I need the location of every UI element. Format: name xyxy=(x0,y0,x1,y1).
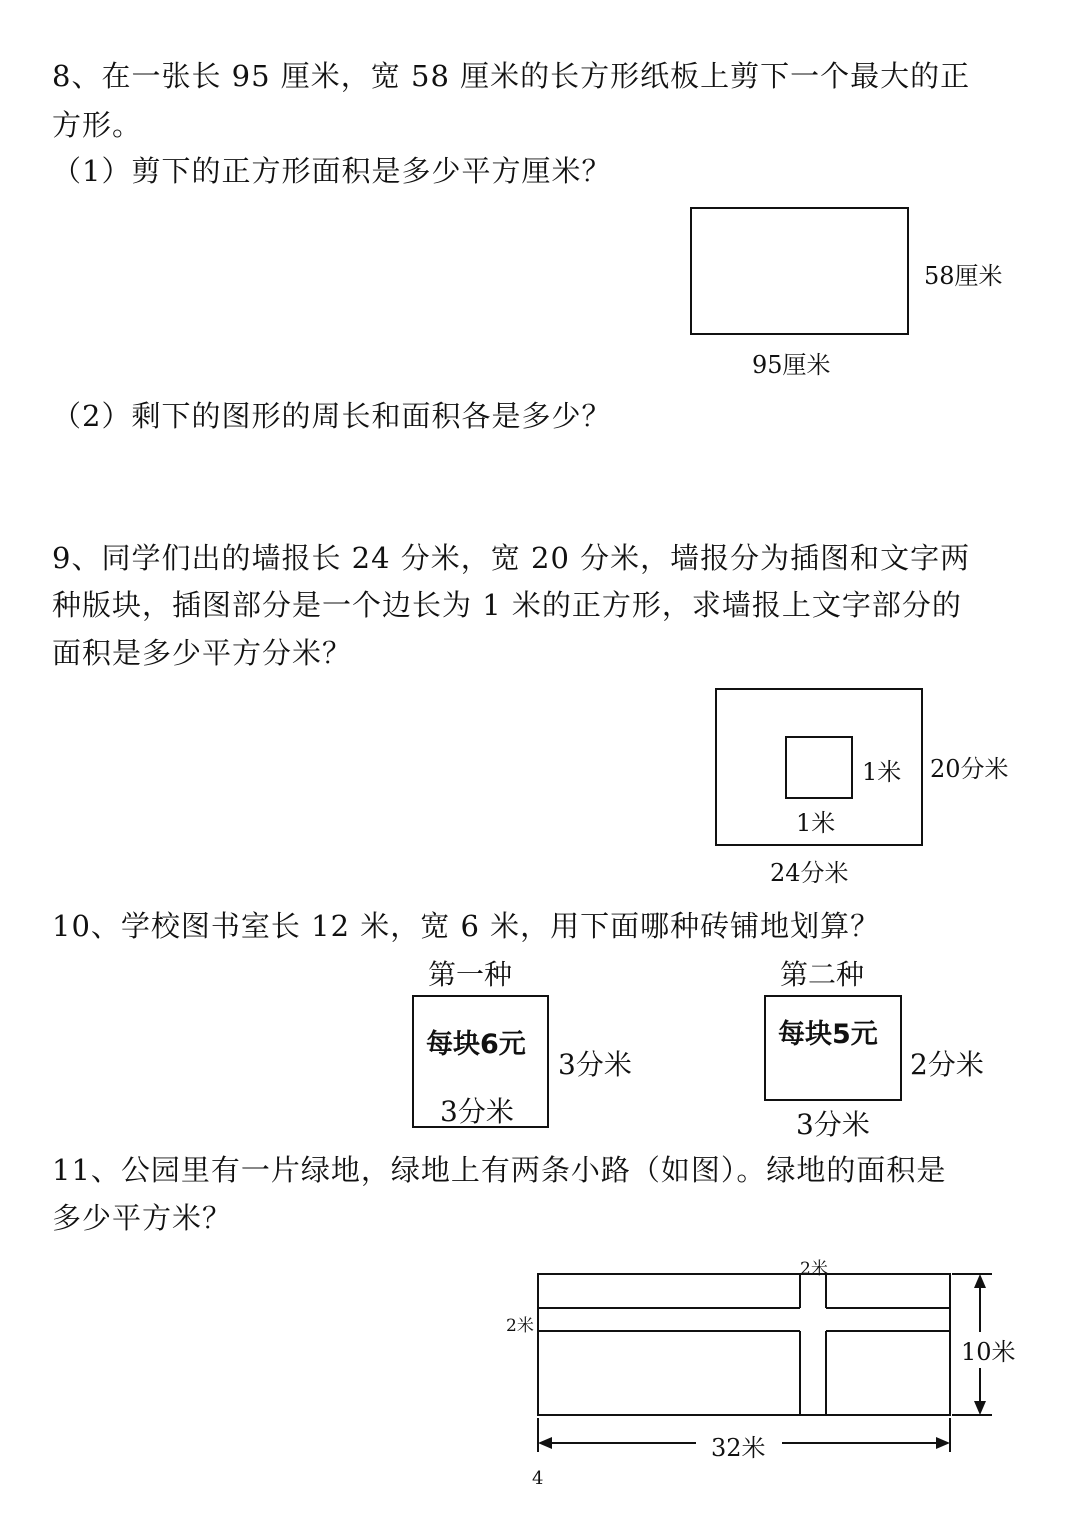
q11-text-line2: 多少平方米？ xyxy=(52,1201,233,1235)
tile2-title: 第二种 xyxy=(780,958,865,991)
q9-inner-side-label: 1米 xyxy=(862,758,902,786)
arrow-down-icon xyxy=(974,1401,986,1415)
q9-text-line1: 9、同学们出的墙报长 24 分米，宽 20 分米，墙报分为插图和文字两 xyxy=(52,541,971,575)
q9-length-label: 24分米 xyxy=(770,859,849,887)
q9-width-label: 20分米 xyxy=(930,755,1009,783)
q11-text-line1: 11、公园里有一片绿地，绿地上有两条小路（如图）。绿地的面积是 xyxy=(52,1153,947,1187)
tile2-side-label: 2分米 xyxy=(910,1048,984,1081)
q8-text-line2: 方形。 xyxy=(52,108,143,142)
q10-text: 10、学校图书室长 12 米，宽 6 米，用下面哪种砖铺地划算？ xyxy=(52,909,881,943)
park-outline xyxy=(538,1274,950,1415)
q9-picture-square xyxy=(785,736,853,799)
tile2-bottom-label: 3分米 xyxy=(796,1108,870,1141)
tile1-bottom-label: 3分米 xyxy=(440,1095,514,1128)
arrow-right-icon xyxy=(936,1437,950,1449)
q11-path-left-label: 2米 xyxy=(506,1316,534,1336)
q11-path-top-label: 2米 xyxy=(800,1259,828,1279)
arrow-up-icon xyxy=(974,1274,986,1288)
q8-rectangle xyxy=(690,207,909,335)
q8-part2: （2）剩下的图形的周长和面积各是多少？ xyxy=(52,399,612,433)
q8-text-line1: 8、在一张长 95 厘米，宽 58 厘米的长方形纸板上剪下一个最大的正 xyxy=(52,59,971,93)
tile2-price: 每块5元 xyxy=(778,1019,878,1050)
tile1-side-label: 3分米 xyxy=(558,1048,632,1081)
q9-text-line3: 面积是多少平方分米？ xyxy=(52,636,353,670)
q9-inner-bottom-label: 1米 xyxy=(796,809,836,837)
q8-part1: （1）剪下的正方形面积是多少平方厘米？ xyxy=(52,154,612,188)
q11-length-label: 32米 xyxy=(711,1434,766,1462)
tile1-title: 第一种 xyxy=(428,958,513,991)
tile1-price: 每块6元 xyxy=(426,1029,526,1060)
q8-length-label: 95厘米 xyxy=(752,351,831,379)
q9-text-line2: 种版块，插图部分是一个边长为 1 米的正方形，求墙报上文字部分的 xyxy=(52,588,962,622)
q8-width-label: 58厘米 xyxy=(924,262,1003,290)
q11-height-label: 10米 xyxy=(961,1338,1016,1366)
q11-park-diagram xyxy=(500,1250,1040,1465)
page-number: 4 xyxy=(532,1468,544,1489)
arrow-left-icon xyxy=(538,1437,552,1449)
